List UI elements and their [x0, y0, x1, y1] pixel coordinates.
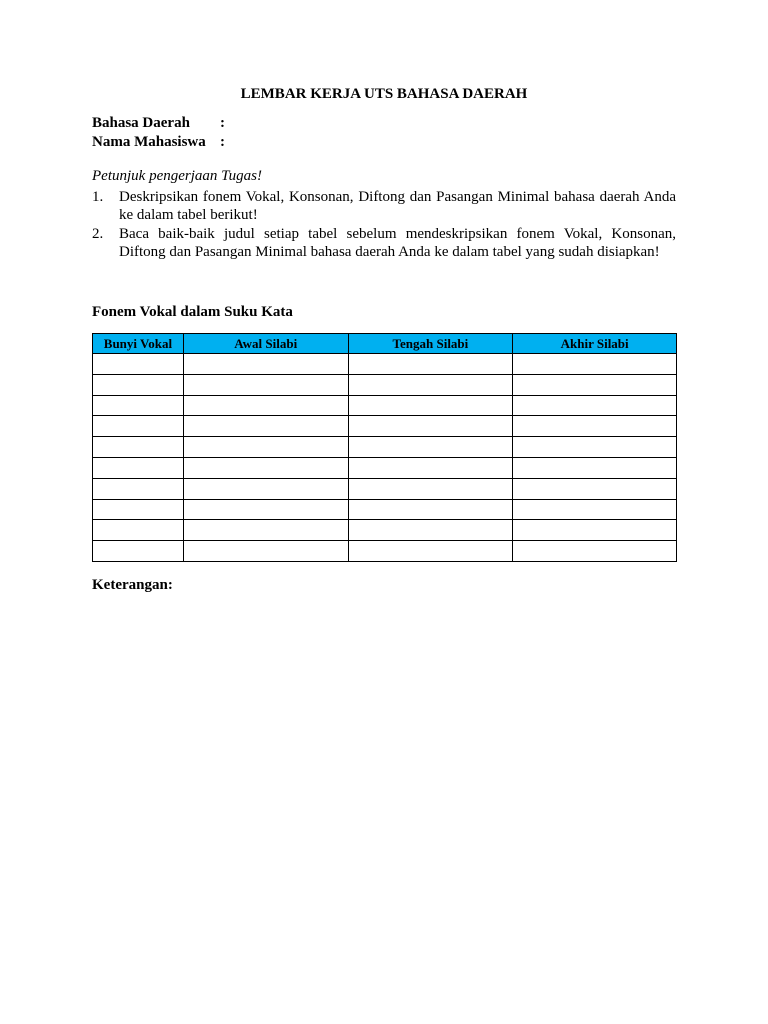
table-cell[interactable] [348, 541, 513, 562]
table-row [93, 354, 677, 375]
table-cell[interactable] [513, 520, 677, 541]
field-nama-mahasiswa [92, 134, 225, 151]
table-row [93, 541, 677, 562]
table-cell[interactable] [348, 499, 513, 520]
table-row [93, 520, 677, 541]
document-title: LEMBAR KERJA UTS BAHASA DAERAH [240, 86, 528, 102]
table-cell[interactable] [183, 520, 348, 541]
table-cell[interactable] [513, 541, 677, 562]
table-cell[interactable] [513, 416, 677, 437]
table-cell[interactable] [348, 416, 513, 437]
field-label: Bahasa Daerah [92, 115, 190, 131]
table-row [93, 416, 677, 437]
table-cell[interactable] [183, 395, 348, 416]
instructions-heading: Petunjuk pengerjaan Tugas! [92, 168, 262, 184]
table-cell[interactable] [183, 499, 348, 520]
table-cell[interactable] [93, 520, 184, 541]
table-cell[interactable] [93, 416, 184, 437]
note-label: Keterangan: [92, 577, 173, 593]
table-cell[interactable] [183, 541, 348, 562]
table-cell[interactable] [183, 437, 348, 458]
table-cell[interactable] [513, 354, 677, 375]
field-bahasa-daerah [92, 115, 225, 132]
vowel-table [92, 333, 677, 562]
table-row [93, 437, 677, 458]
table-cell[interactable] [93, 395, 184, 416]
field-colon: : [220, 134, 225, 150]
instruction-number: 1. [92, 189, 104, 205]
table-cell[interactable] [348, 437, 513, 458]
table-row [93, 395, 677, 416]
table-cell[interactable] [513, 395, 677, 416]
table-cell[interactable] [513, 478, 677, 499]
field-colon: : [220, 115, 225, 131]
instruction-number: 2. [92, 226, 104, 242]
table-cell[interactable] [93, 437, 184, 458]
table-cell[interactable] [183, 478, 348, 499]
table-cell[interactable] [513, 374, 677, 395]
column-header: Bunyi Vokal [93, 334, 184, 354]
table-row [93, 499, 677, 520]
table-cell[interactable] [93, 354, 184, 375]
table-cell[interactable] [183, 354, 348, 375]
table-row [93, 374, 677, 395]
instruction-item [92, 188, 676, 224]
table-cell[interactable] [183, 457, 348, 478]
table-cell[interactable] [348, 354, 513, 375]
table-cell[interactable] [513, 457, 677, 478]
column-header: Akhir Silabi [513, 334, 677, 354]
table-cell[interactable] [513, 499, 677, 520]
table-cell[interactable] [93, 457, 184, 478]
section-title: Fonem Vokal dalam Suku Kata [92, 304, 293, 320]
table-cell[interactable] [183, 374, 348, 395]
table-cell[interactable] [93, 478, 184, 499]
table-cell[interactable] [183, 416, 348, 437]
table-cell[interactable] [348, 520, 513, 541]
table-header-row [93, 334, 677, 354]
table-cell[interactable] [93, 499, 184, 520]
column-header: Tengah Silabi [348, 334, 513, 354]
instruction-text: Deskripsikan fonem Vokal, Konsonan, Diftong dan Pasangan Minimal bahasa daerah Anda ke dalam tabel berikut! [119, 189, 676, 223]
table-cell[interactable] [93, 541, 184, 562]
table-cell[interactable] [513, 437, 677, 458]
table-row [93, 478, 677, 499]
instruction-item [92, 225, 676, 261]
column-header: Awal Silabi [183, 334, 348, 354]
field-label: Nama Mahasiswa [92, 134, 206, 150]
table-cell[interactable] [93, 374, 184, 395]
table-cell[interactable] [348, 457, 513, 478]
table-row [93, 457, 677, 478]
table-cell[interactable] [348, 395, 513, 416]
table-cell[interactable] [348, 374, 513, 395]
instruction-text: Baca baik-baik judul setiap tabel sebelum mendeskripsikan fonem Vokal, Konsonan, Diftong dan Pasangan Minimal bahasa daerah Anda ke dalam tabel yang sudah disiapkan! [119, 226, 676, 260]
table-cell[interactable] [348, 478, 513, 499]
